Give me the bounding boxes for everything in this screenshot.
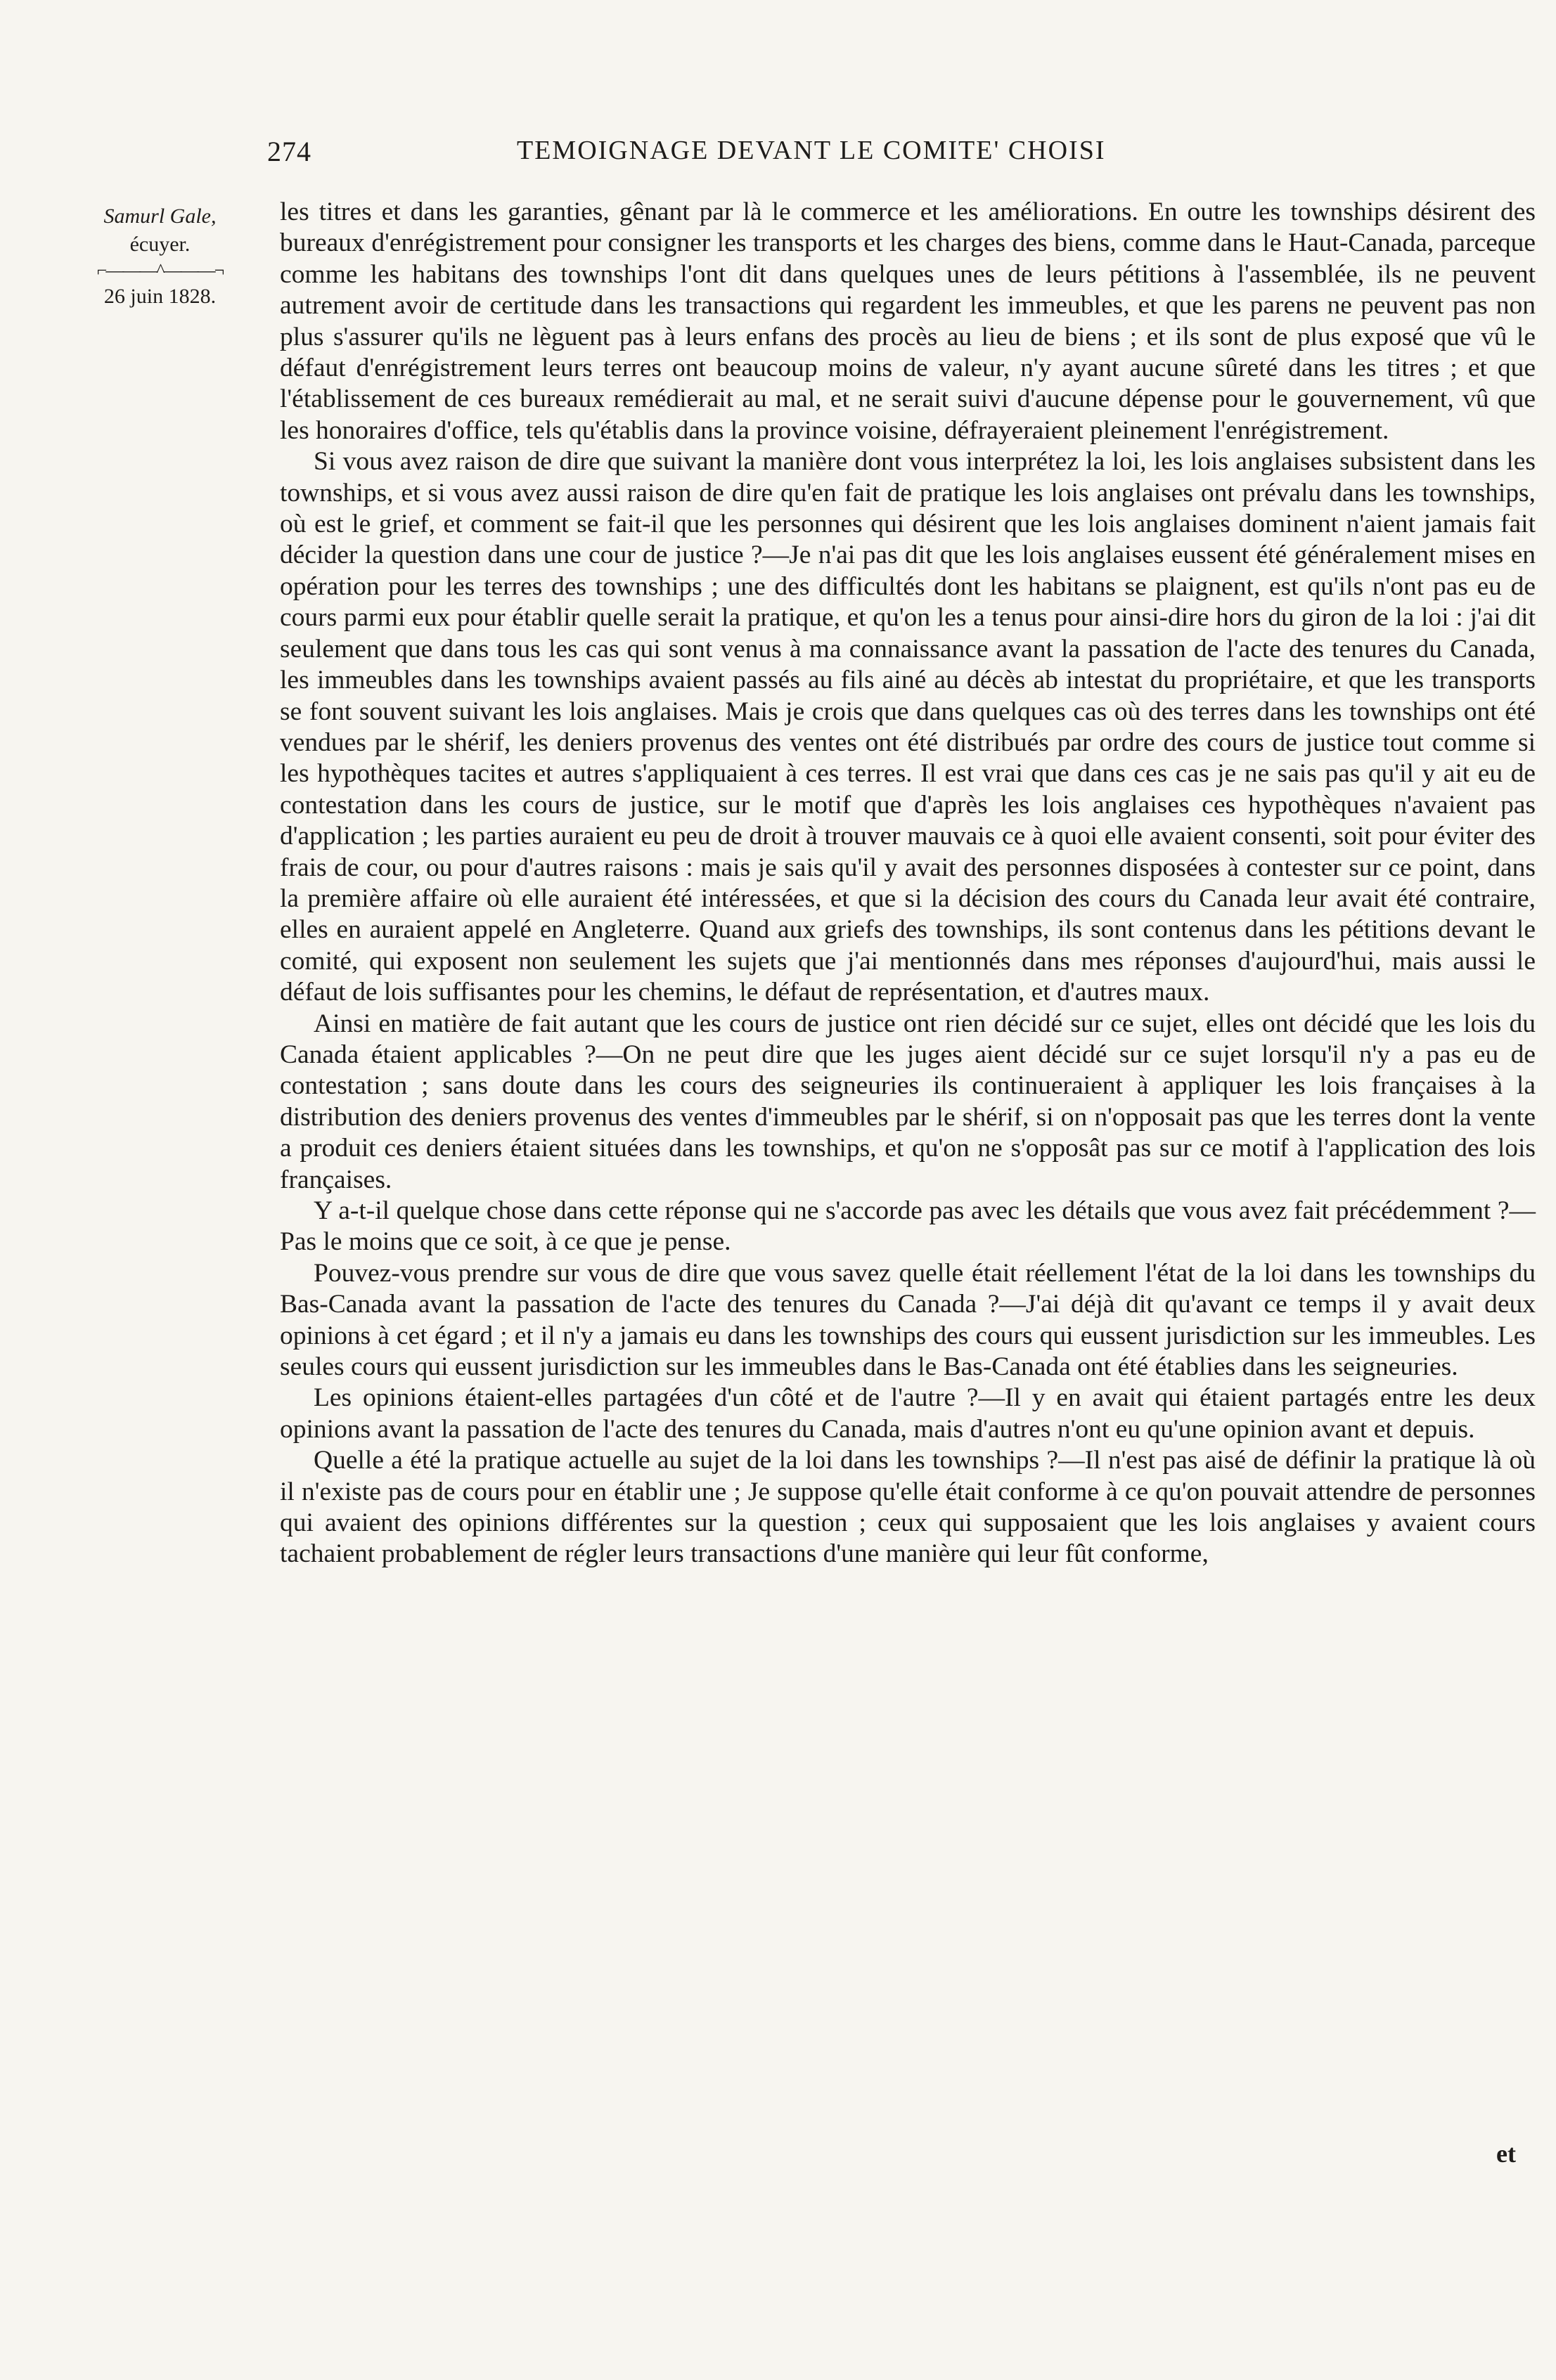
paragraph: Ainsi en matière de fait autant que les cours de justice ont rien décidé sur ce sujet, elles ont décidé que les lois du Canada étaient applicables ?—On ne peut dire que les juges aient décidé sur ce sujet lorsqu'il n'y a pas eu de contestation ; sans doute dans les cours des seigneuries ils continueraient à appliquer les lois françaises à la distribution des deniers provenus des ventes d'immeubles par le shérif, si on n'opposait pas que les terres dont la vente a produit ces deniers étaient situées dans les townships, et qu'on ne s'opposât pas sur ce motif à l'application des lois françaises. — [280, 1009, 1536, 1194]
paragraph: Quelle a été la pratique actuelle au sujet de la loi dans les townships ?—Il n'est pas aisé de définir la pratique là où il n'existe pas de cours pour en établir une ; Je suppose qu'elle était conforme à ce qu'on pouvait attendre de personnes qui avaient des opinions différentes sur la question ; ceux qui supposaient que les lois anglaises y avaient cours tachaient probablement de régler leurs transactions d'une manière qui leur fût conforme, — [280, 1446, 1536, 1569]
catchword: et — [1496, 2140, 1516, 2168]
paragraph: Pouvez-vous prendre sur vous de dire que vous savez quelle était réellement l'état de la loi dans les townships du Bas-Canada avant la passation de l'acte des tenures du Canada ?—J'ai déjà dit qu'avant ce temps il y avait deux opinions à cet égard ; et il n'y a jamais eu dans les townships des cours qui eussent jurisdiction sur les immeubles. Les seules cours qui eussent jurisdiction sur les immeubles dans le Bas-Canada ont été établies dans les seigneuries. — [280, 1258, 1536, 1382]
page-number: 274 — [267, 136, 311, 167]
paragraph: Les opinions étaient-elles partagées d'un côté et de l'autre ?—Il y en avait qui étaient partagés entre les deux opinions avant la passation de l'acte des tenures du Canada, mais d'autres n'ont eu qu'une opinion avant et depuis. — [280, 1383, 1536, 1444]
body-text — [280, 197, 1536, 1570]
witness-title: écuyer. — [129, 233, 191, 256]
page-header — [267, 135, 1315, 170]
margin-note — [42, 202, 278, 311]
paragraph: Si vous avez raison de dire que suivant la manière dont vous interprétez la loi, les lois anglaises subsistent dans les townships, et si vous avez aussi raison de dire qu'en fait de pratique les lois anglaises ont prévalu dans les townships, où est le grief, et comment se fait-il que les personnes qui désirent que les lois anglaises dominent n'aient jamais fait décider la question dans une cour de justice ?—Je n'ai pas dit que les lois anglaises eussent été généralement mises en opération pour les terres des townships ; une des difficultés dont les habitans se plaignent, est qu'ils n'ont pas eu de cours parmi eux pour établir quelle serait la pratique, et qu'on les a tenus pour ainsi-dire hors du giron de la loi : j'ai dit seulement que dans tous les cas qui sont venus à ma connaissance avant la passation de l'acte des tenures du Canada, les immeubles dans les townships avaient passés au fils ainé au décès ab intestat du propriétaire, et que les transports se font souvent suivant les lois anglaises. Mais je crois que dans quelques cas où des terres dans les townships ont été vendues par le shérif, les deniers provenus des ventes ont été distribués par ordre des cours de justice tout comme si les hypothèques tacites et autres s'appliquaient à ces terres. Il est vrai que dans ces cas je ne sais pas qu'il y ait eu de contestation dans les cours de justice, sur le motif que d'après les lois anglaises ces hypothèques n'avaient pas d'application ; les parties auraient eu peu de droit à trouver mauvais ce à quoi elle avaient consenti, soit pour éviter des frais de cour, ou pour d'autres raisons : mais je sais qu'il y avait des personnes disposées à contester sur ce point, dans la première affaire où elle auraient été intéressées, et que si la décision des cours du Canada leur avait été contraire, elles en auraient appelé en Angleterre. Quand aux griefs des townships, ils sont contenus dans les pétitions devant le comité, qui exposent non seulement les sujets que j'ai mentionnés dans mes réponses d'aujourd'hui, mais aussi le défaut de lois suffisantes pour les chemins, le défaut de représentation, et d'autres maux. — [280, 447, 1536, 1007]
margin-brace: ⌐———^———¬ — [96, 260, 224, 280]
running-title: TEMOIGNAGE DEVANT LE COMITE' CHOISI — [517, 136, 1106, 165]
paragraph: les titres et dans les garanties, gênant par là le commerce et les améliorations. En outre les townships désirent des bureaux d'enrégistrement pour consigner les transports et les charges des biens, comme dans le Haut-Canada, parceque comme les habitans des townships l'ont dit dans quelques unes de leurs pétitions à l'assemblée, ils ne peuvent autrement avoir de certitude dans les transactions qui regardent les immeubles, et que les parens ne peuvent pas non plus s'assurer qu'ils ne lèguent pas à leurs enfans des procès au lieu de biens ; et ils sont de plus exposé que vû le défaut d'enrégistrement leurs terres ont beaucoup moins de valeur, n'y ayant aucune sûreté dans les titres ; et que l'établissement de ces bureaux remédierait au mal, et ne serait suivi d'aucune dépense pour le gouvernement, vû que les honoraires d'office, tels qu'établis dans la province voisine, défrayeraient pleinement l'enrégistrement. — [280, 198, 1536, 445]
testimony-date: 26 juin 1828. — [103, 285, 217, 308]
witness-name: Samurl Gale, — [103, 205, 217, 228]
paragraph: Y a-t-il quelque chose dans cette réponse qui ne s'accorde pas avec les détails que vous avez fait précédemment ?—Pas le moins que ce soit, à ce que je pense. — [280, 1196, 1536, 1257]
